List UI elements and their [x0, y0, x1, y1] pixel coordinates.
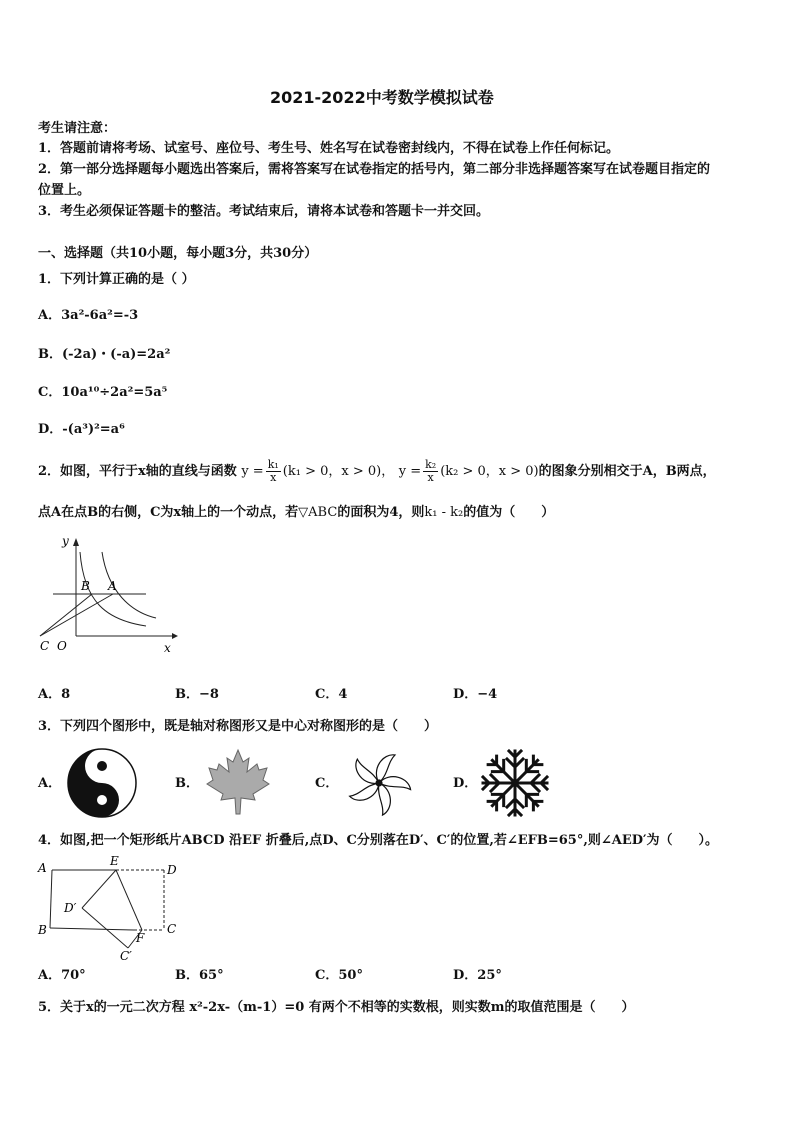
question-4-figure [36, 852, 186, 964]
notice-item-2-cont: 位置上。 [38, 183, 91, 198]
question-2-figure [36, 532, 181, 657]
question-1-option-d: D．-(a³)²=a⁶ [38, 422, 125, 437]
question-2-option-d: D．−4 [453, 687, 498, 702]
function-y1: y = $\frac{\text{k₁}}{x}$ (k₁ > 0，x > 0)， [241, 458, 395, 484]
maple-leaf-icon [203, 746, 273, 818]
question-3-stem: 3．下列四个图形中，既是轴对称图形又是中心对称图形的是（ ） [38, 719, 438, 734]
notice-item-3: 3．考生必须保证答题卡的整洁。考试结束后，请将本试卷和答题卡一并交回。 [38, 204, 490, 219]
bauhinia-flower-icon [341, 746, 417, 820]
question-2-option-b: B．−8 [175, 687, 219, 702]
figure-label-o: O [57, 639, 67, 653]
question-3-option-d-label: D． [453, 776, 478, 791]
figure-label-c: C [167, 922, 177, 936]
question-4-stem: 4．如图,把一个矩形纸片ABCD 沿EF 折叠后,点D、C分别落在D′、C′的位置,若∠EFB=65°,则∠AED′为（ ）。 [38, 833, 718, 848]
yin-yang-icon [64, 746, 140, 820]
figure-label-d: D [167, 863, 177, 877]
figure-label-x: x [164, 641, 171, 655]
figure-label-c: C [40, 639, 50, 653]
figure-label-d-prime: D′ [64, 901, 77, 915]
question-4-option-b: B．65° [175, 968, 224, 983]
question-1-option-a: A．3a²-6a²=-3 [38, 308, 139, 323]
figure-label-b: B [38, 923, 47, 937]
figure-label-b: B [81, 579, 90, 593]
page-title: 2021-2022中考数学模拟试卷 [270, 88, 494, 107]
question-3-option-c-label: C． [315, 776, 339, 791]
question-2-stem-line2: 点A在点B的右侧，C为x轴上的一个动点，若▽ABC的面积为4，则k₁ - k₂的值为（ ） [38, 505, 555, 520]
snowflake-icon [478, 746, 552, 820]
question-4-option-a: A．70° [38, 968, 86, 983]
figure-label-c-prime: C′ [120, 949, 132, 963]
notice-heading: 考生请注意： [38, 121, 117, 136]
question-5-stem: 5．关于x的一元二次方程 x²-2x-（m-1）=0 有两个不相等的实数根，则实数m的取值范围是（ ） [38, 1000, 635, 1015]
question-1-option-c: C．10a¹⁰÷2a²=5a⁵ [38, 385, 168, 400]
question-2-option-a: A．8 [38, 687, 71, 702]
figure-label-a: A [108, 579, 117, 593]
question-4-option-d: D．25° [453, 968, 502, 983]
question-2-stem-line1: 2．如图，平行于x轴的直线与函数 y = $\frac{\text{k₁}}{x}$ (k₁ > 0，x > 0)， y = $\frac{\text{k₂}}{x}$ (k₂ > 0，x > 0)的图象分别相交于A，B两点， [38, 458, 716, 484]
section-heading: 一、选择题（共10小题，每小题3分，共30分） [38, 246, 318, 261]
figure-label-y: y [62, 534, 69, 548]
question-4-option-c: C．50° [315, 968, 363, 983]
question-3-option-b-label: B． [175, 776, 199, 791]
figure-label-e: E [110, 854, 119, 868]
notice-item-2: 2．第一部分选择题每小题选出答案后，需将答案写在试卷指定的括号内，第二部分非选择题答案写在试卷题目指定的 [38, 162, 711, 177]
figure-label-a: A [38, 861, 47, 875]
question-3-option-a-label: A． [38, 776, 62, 791]
question-1-stem: 1．下列计算正确的是（ ） [38, 272, 195, 287]
question-2-option-c: C．4 [315, 687, 348, 702]
figure-label-f: F [136, 931, 145, 945]
function-y2: y = $\frac{\text{k₂}}{x}$ (k₂ > 0，x > 0) [398, 458, 539, 484]
notice-item-1: 1．答题前请将考场、试室号、座位号、考生号、姓名写在试卷密封线内，不得在试卷上作任何标记。 [38, 141, 620, 156]
question-1-option-b: B．(-2a)・(-a)=2a² [38, 347, 171, 362]
